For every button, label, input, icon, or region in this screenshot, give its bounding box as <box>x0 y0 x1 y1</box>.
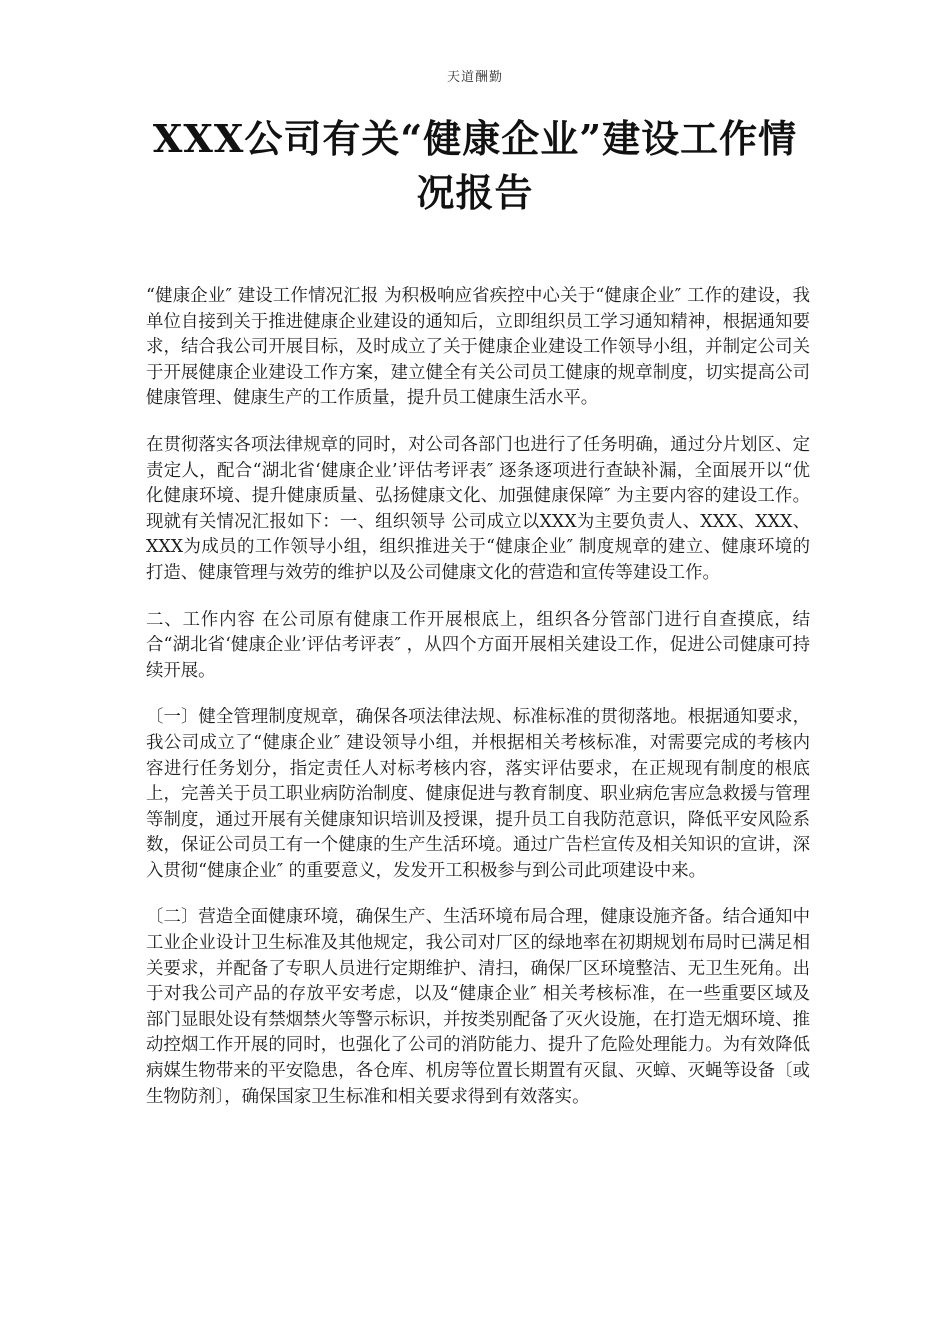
paragraph-work-content: 二、工作内容 在公司原有健康工作开展根底上，组织各分管部门进行自查摸底，结合“湖北省‘健康企业’评估考评表″ ，从四个方面开展相关建设工作，促进公司健康可持续开展。 <box>146 609 810 681</box>
paragraph-intro: “健康企业″ 建设工作情况汇报 为积极响应省疾控中心关于“健康企业″ 工作的建设，我单位自接到关于推进健康企业建设的通知后，立即组织员工学习通知精神，根据通知要求，结合我公司开展目标，及时成立了关于健康企业建设工作领导小组，并制定公司关于开展健康企业建设工作方案，建立健全有关公司员工健康的规章制度，切实提高公司健康管理、健康生产的工作质量，提升员工健康生活水平。 <box>146 286 810 409</box>
paragraph-organization: 在贯彻落实各项法律规章的同时，对公司各部门也进行了任务明确，通过分片划区、定责定人，配合“湖北省‘健康企业’评估考评表″ 逐条逐项进行查缺补漏，全面展开以“优化健康环境、提升健康质量、弘扬健康文化、加强健康保障″ 为主要内容的建设工作。现就有关情况汇报如下：一、组织领导 公司成立以XXX为主要负责人、XXX、XXX、XXX为成员的工作领导小组，组织推进关于“健康企业″ 制度规章的建立、健康环境的打造、健康管理与效劳的维护以及公司健康文化的营造和宣传等建设工作。 <box>146 434 810 583</box>
header-note: 天道酬勤 <box>446 70 503 85</box>
document-body <box>146 284 810 1131</box>
document-title: XXX公司有关“健康企业”建设工作情况报告 <box>152 116 798 215</box>
paragraph-section-two: 〔二〕营造全面健康环境，确保生产、生活环境布局合理，健康设施齐备。结合通知中工业企业设计卫生标准及其他规定，我公司对厂区的绿地率在初期规划布局时已满足相关要求，并配备了专职人员进行定期维护、清扫，确保厂区环境整洁、无卫生死角。出于对我公司产品的存放平安考虑，以及“健康企业″ 相关考核标准，在一些重要区域及部门显眼处设有禁烟禁火等警示标识，并按类别配备了灭火设施，在打造无烟环境、推动控烟工作开展的同时，也强化了公司的消防能力、提升了危险处理能力。为有效降低病媒生物带来的平安隐患，各仓库、机房等位置长期置有灭鼠、灭蟑、灭蝇等设备〔或生物防剂〕，确保国家卫生标准和相关要求得到有效落实。 <box>146 907 810 1107</box>
paragraph-section-one: 〔一〕健全管理制度规章，确保各项法律法规、标准标准的贯彻落地。根据通知要求，我公司成立了“健康企业″ 建设领导小组，并根据相关考核标准，对需要完成的考核内容进行任务划分，指定责任人对标考核内容，落实评估要求，在正规现有制度的根底上，完善关于员工职业病防治制度、健康促进与教育制度、职业病危害应急救援与管理等制度，通过开展有关健康知识培训及授课，提升员工自我防范意识，降低平安风险系数，保证公司员工有一个健康的生产生活环境。通过广告栏宣传及相关知识的宣讲，深入贯彻“健康企业″ 的重要意义，发发开工积极参与到公司此项建设中来。 <box>146 707 810 881</box>
